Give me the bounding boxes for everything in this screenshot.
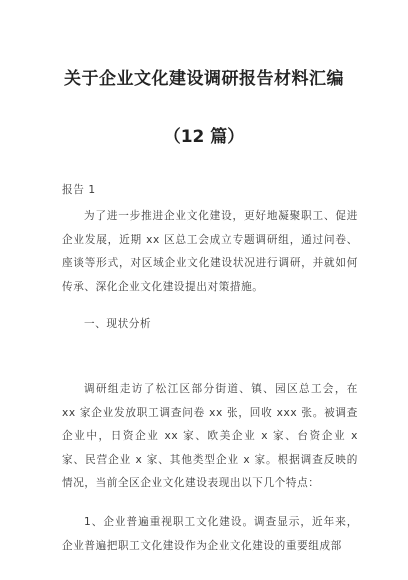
paragraph-finding-1: 1、企业普遍重视职工文化建设。调查显示，近年来，企业普遍把职工文化建设作为企业文化建设的重要组成部 [62,516,358,552]
paragraph-survey: 调研组走访了松江区部分街道、镇、园区总工会，在 xx 家企业发放职工调查问卷 xx 张，回收 xxx 张。被调查企业中，日资企业 xx 家、欧美企业 x 家、台资企业 x 家、民营企业 x 家、其他类型企业 x 家。根据调查反映的情况，当前全区企业文化建设表现出以下几个特点： [62,383,358,489]
section-heading-status-analysis: 一、现状分析 [84,318,152,330]
document-title: 关于企业文化建设调研报告材料汇编 [64,69,344,89]
paragraph-intro: 为了进一步推进企业文化建设，更好地凝聚职工、促进企业发展，近期 xx 区总工会成立专题调研组，通过问卷、座谈等形式，对区域企业文化建设状况进行调研，并就如何传承、深化企业文化建设提出对策措施。 [62,210,358,293]
report-label: 报告 1 [62,184,96,196]
document-subtitle: （12 篇） [163,127,245,147]
